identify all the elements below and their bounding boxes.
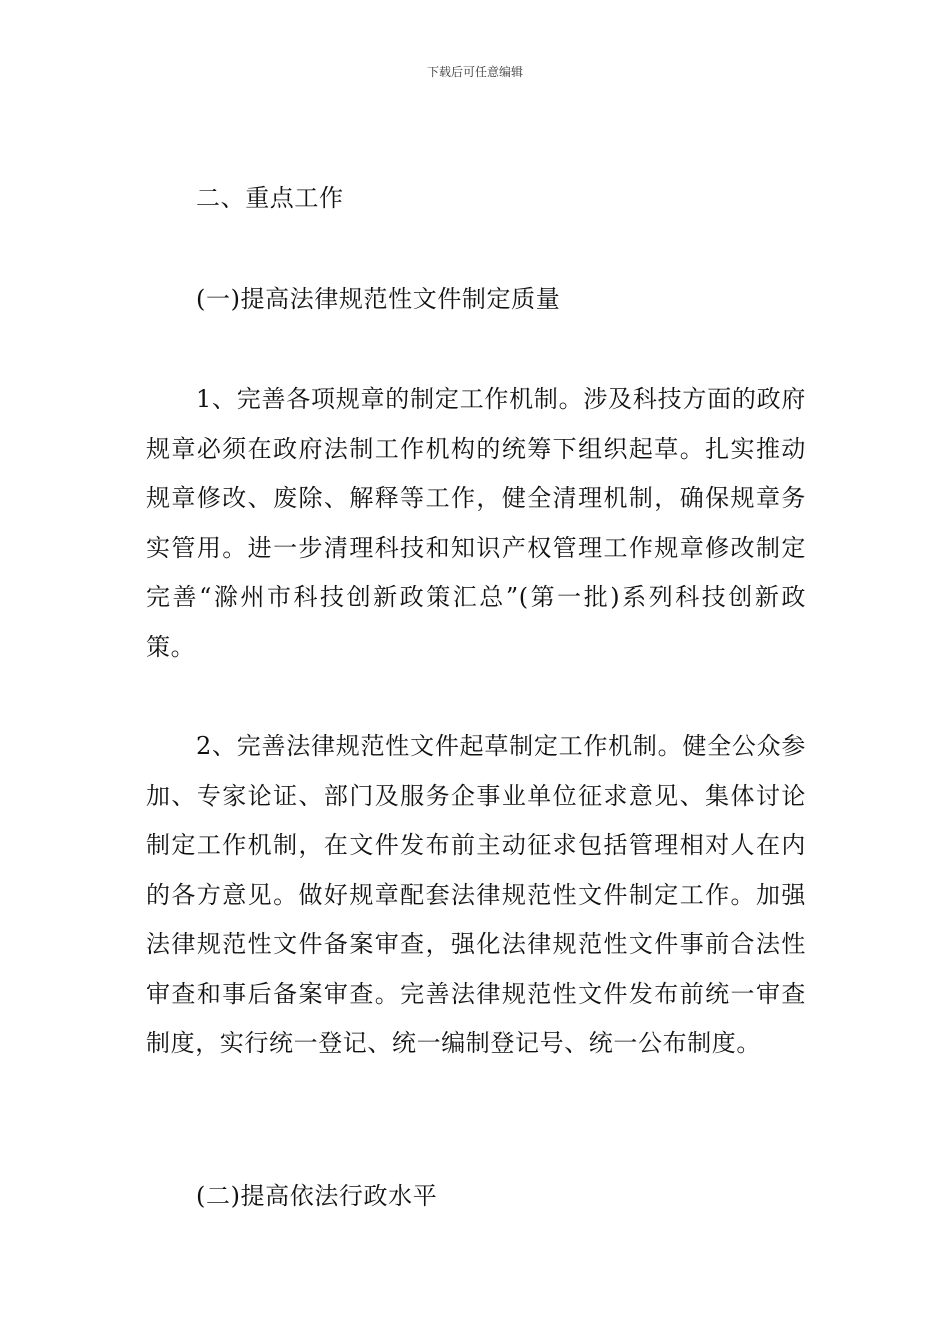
section-heading: 二、重点工作: [196, 184, 344, 212]
header-note: 下载后可任意编辑: [426, 65, 523, 79]
paragraph-item-1: [146, 375, 806, 672]
paragraph-item-2-text: 2、完善法律规范性文件起草制定工作机制。健全公众参加、专家论证、部门及服务企事业单位征求意见、集体讨论制定工作机制，在文件发布前主动征求包括管理相对人在内的各方意见。做好规章配套法律规范性文件制定工作。加强法律规范性文件备案审查，强化法律规范性文件事前合法性审查和事后备案审查。完善法律规范性文件发布前统一审查制度，实行统一登记、统一编制登记号、统一公布制度。: [146, 732, 806, 1057]
subsection-heading-1: (一)提高法律规范性文件制定质量: [196, 285, 561, 313]
subsection-heading-2: (二)提高依法行政水平: [196, 1182, 438, 1210]
paragraph-item-2: [146, 722, 806, 1069]
paragraph-item-1-text: 1、完善各项规章的制定工作机制。涉及科技方面的政府规章必须在政府法制工作机构的统筹下组织起草。扎实推动规章修改、废除、解释等工作，健全清理机制，确保规章务实管用。进一步清理科技和知识产权管理工作规章修改制定完善“滁州市科技创新政策汇总”(第一批)系列科技创新政策。: [146, 385, 806, 661]
